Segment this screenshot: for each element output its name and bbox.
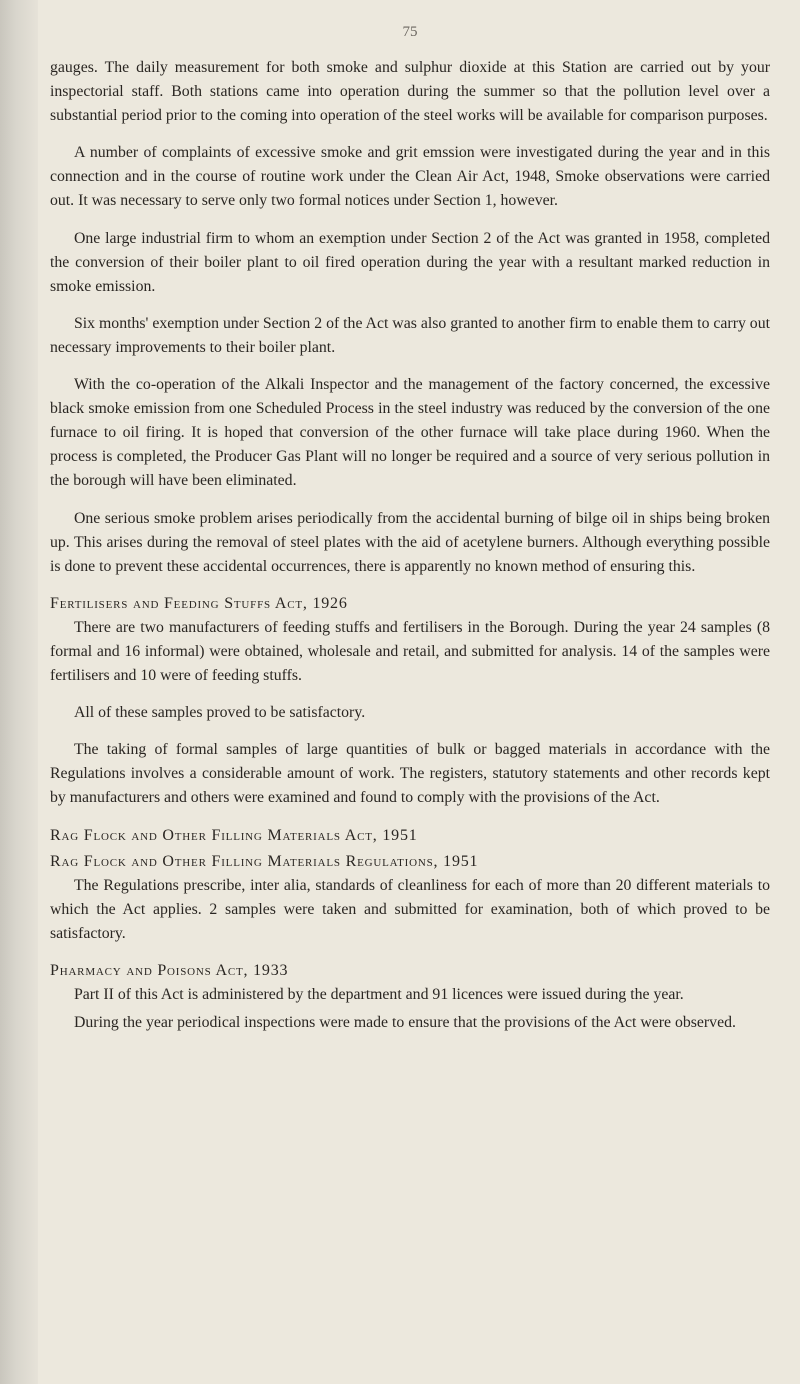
paragraph-gauges: gauges. The daily measurement for both smoke and sulphur dioxide at this Station are carried out by your inspectorial staff. Both stations came into operation during the summer so that the pollution level over a substantial period prior to the coming into operation of the steel works will be available for comparison purposes. [50, 59, 770, 125]
paragraph-fertilisers-satisfactory: All of these samples proved to be satisfactory. [74, 704, 366, 722]
document-page [50, 0, 770, 1384]
paragraph-complaints: A number of complaints of excessive smoke and grit emssion were investigated during the year and in this connection and in the course of routine work under the Clean Air Act, 1948, Smoke observations were carried out. It was necessary to serve only two formal notices under Section 1, however. [50, 144, 770, 210]
section-heading-pharmacy: Pharmacy and Poisons Act, 1933 [50, 962, 289, 979]
document-body [50, 56, 770, 1048]
paragraph-exemption-1958: One large industrial firm to whom an exemption under Section 2 of the Act was granted in 1958, completed the conversion of their boiler plant to oil fired operation during the year with a resultant marked reduction in smoke emission. [50, 229, 770, 295]
paragraph-rag-flock-standards: The Regulations prescribe, inter alia, standards of cleanliness for each of more than 20 different materials to which the Act applies. 2 samples were taken and submitted for examination, both of which proved to be satisfactory. [50, 876, 770, 942]
paragraph-fertilisers-samples: There are two manufacturers of feeding stuffs and fertilisers in the Borough. During the year 24 samples (8 formal and 16 informal) were obtained, wholesale and retail, and submitted for analysis. 14 of the samples were fertilisers and 10 were of feeding stuffs. [50, 618, 770, 685]
section-heading-rag-flock-regulations: Rag Flock and Other Filling Materials Regulations, 1951 [50, 852, 479, 870]
page-number: 75 [402, 24, 418, 40]
paragraph-alkali-inspector: With the co-operation of the Alkali Inspector and the management of the factory concerned, the excessive black smoke emission from one Scheduled Process in the steel industry was reduced by the conversion of the one furnace to oil firing. It is hoped that conversion of the other furnace will take place during 1960. When the process is completed, the Producer Gas Plant will no longer be required and a source of very serious pollution in the borough will have been eliminated. [50, 376, 770, 490]
paragraph-pharmacy-licences: Part II of this Act is administered by the department and 91 licences were issued during the year. [74, 986, 684, 1004]
binding-shadow [0, 0, 38, 1384]
paragraph-fertilisers-records: The taking of formal samples of large quantities of bulk or bagged materials in accordance with the Regulations involves a considerable amount of work. The registers, statutory statements and other records kept by manufacturers and others were examined and found to comply with the provisions of the Act. [50, 741, 770, 807]
section-heading-fertilisers: Fertilisers and Feeding Stuffs Act, 1926 [50, 594, 348, 612]
paragraph-pharmacy-inspections: During the year periodical inspections were made to ensure that the provisions of the Act were observed. [74, 1014, 736, 1032]
paragraph-bilge-oil: One serious smoke problem arises periodically from the accidental burning of bilge oil in ships being broken up. This arises during the removal of steel plates with the aid of acetylene burners. Although everything possible is done to prevent these accidental occurrences, there is apparently no known method of ensuring this. [50, 509, 770, 575]
paragraph-six-months-exemption: Six months' exemption under Section 2 of the Act was also granted to another firm to enable them to carry out necessary improvements to their boiler plant. [50, 314, 770, 356]
section-heading-rag-flock-act: Rag Flock and Other Filling Materials Act, 1951 [50, 826, 418, 844]
